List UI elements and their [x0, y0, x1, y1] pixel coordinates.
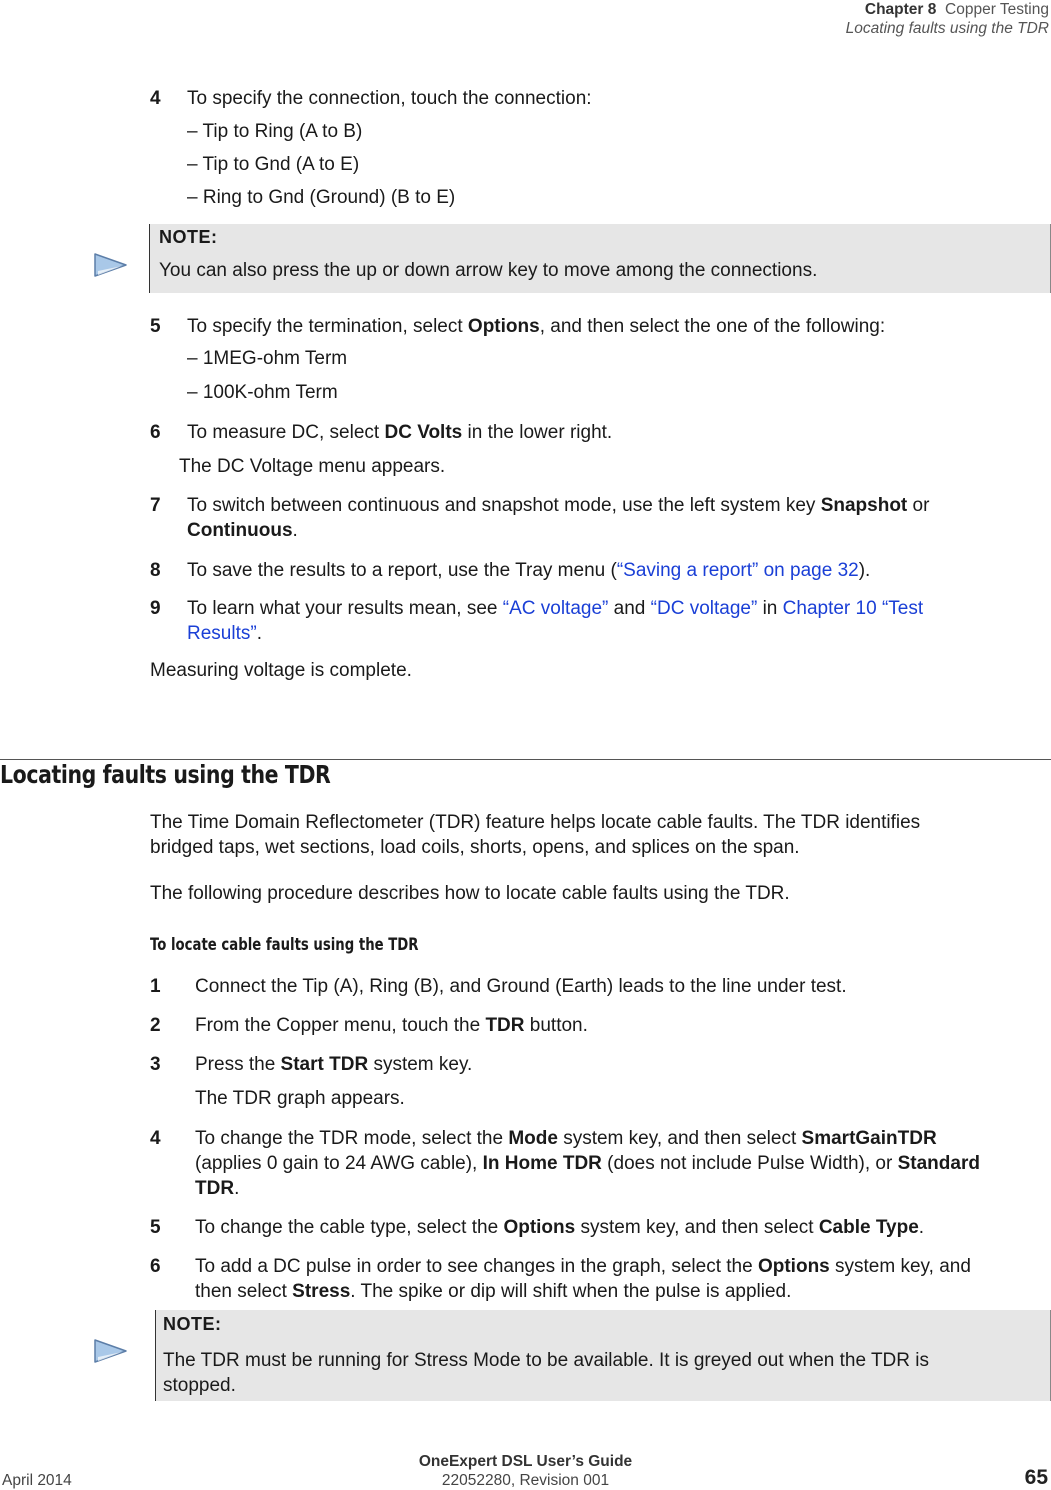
proc-step-4-line1: To change the TDR mode, select the Mode system key, and then select SmartGainTDR — [195, 1128, 937, 1149]
proc-step-1-number: 1 — [150, 976, 161, 997]
procedure-title: To locate cable faults using the TDR — [150, 935, 419, 955]
note-text-line1: The TDR must be running for Stress Mode to be available. It is greyed out when the TDR is — [163, 1350, 930, 1371]
step-6-text: To measure DC, select DC Volts in the lower right. — [187, 422, 613, 443]
proc-step-5-text: To change the cable type, select the Options system key, and then select Cable Type. — [195, 1217, 925, 1238]
intro-paragraph-line1: The Time Domain Reflectometer (TDR) feature helps locate cable faults. The TDR identifies — [150, 812, 921, 833]
note-title: NOTE: — [163, 1314, 222, 1334]
proc-step-6-line2: then select Stress. The spike or dip will shift when the pulse is applied. — [195, 1281, 792, 1302]
proc-step-3-text: Press the Start TDR system key. — [195, 1054, 473, 1075]
link-ac-voltage[interactable]: “AC voltage” — [502, 598, 609, 619]
intro-paragraph-2: The following procedure describes how to locate cable faults using the TDR. — [150, 883, 790, 904]
proc-step-2-number: 2 — [150, 1015, 161, 1036]
step-4-connection — [150, 86, 161, 111]
list-item-tip-to-gnd: – Tip to Gnd (A to E) — [187, 154, 360, 175]
step-9-line2: Results”. — [187, 623, 262, 644]
step-6-number: 6 — [150, 422, 161, 443]
step-4-text: To specify the connection, touch the connection: — [187, 88, 592, 109]
proc-step-4-line2: (applies 0 gain to 24 AWG cable), In Home TDR (does not include Pulse Width), or Standard — [195, 1153, 980, 1174]
note-text-line2: stopped. — [163, 1375, 236, 1396]
step-7-line1: To switch between continuous and snapshot mode, use the left system key Snapshot or — [187, 495, 930, 516]
step-number: 4 — [150, 88, 161, 109]
note-title: NOTE: — [159, 227, 218, 247]
proc-step-6-line1: To add a DC pulse in order to see changes in the graph, select the Options system key, and — [195, 1256, 971, 1277]
proc-step-4-number: 4 — [150, 1128, 161, 1149]
step-9-line1: To learn what your results mean, see “AC voltage” and “DC voltage” in Chapter 10 “Test — [187, 598, 924, 619]
link-test-results[interactable]: Results” — [187, 623, 257, 644]
list-item-1meg-term: – 1MEG-ohm Term — [187, 348, 348, 369]
proc-step-4-line3: TDR. — [195, 1178, 240, 1199]
proc-step-2-text: From the Copper menu, touch the TDR button. — [195, 1015, 588, 1036]
footer-date: April 2014 — [2, 1472, 72, 1489]
list-item-tip-to-ring: – Tip to Ring (A to B) — [187, 121, 363, 142]
header-chapter-label: Chapter 8 — [864, 1, 937, 18]
link-chapter-10[interactable]: Chapter 10 “Test — [782, 598, 924, 619]
step-7-number: 7 — [150, 495, 161, 516]
note-arrow-icon — [94, 1338, 128, 1364]
step-6-result: The DC Voltage menu appears. — [179, 456, 446, 477]
step-9-number: 9 — [150, 598, 161, 619]
intro-paragraph-line2: bridged taps, wet sections, load coils, shorts, opens, and splices on the span. — [150, 837, 800, 858]
header-section: Locating faults using the TDR — [845, 20, 1049, 37]
step-8-number: 8 — [150, 560, 161, 581]
page-number: 65 — [1024, 1466, 1048, 1489]
proc-step-1-text: Connect the Tip (A), Ring (B), and Ground (Earth) leads to the line under test. — [195, 976, 847, 997]
header-chapter-title: Copper Testing — [945, 1, 1049, 18]
footer-doc-number: 22052280, Revision 001 — [441, 1472, 610, 1489]
footer-guide-title: OneExpert DSL User’s Guide — [418, 1453, 633, 1470]
completion-text: Measuring voltage is complete. — [150, 660, 412, 681]
proc-step-5-number: 5 — [150, 1217, 161, 1238]
step-7-line2: Continuous. — [187, 520, 298, 541]
step-5-text: To specify the termination, select Options, and then select the one of the following: — [187, 316, 886, 337]
list-item-100k-term: – 100K-ohm Term — [187, 382, 338, 403]
list-item-ring-to-gnd: – Ring to Gnd (Ground) (B to E) — [187, 187, 456, 208]
step-8-text: To save the results to a report, use the Tray menu (“Saving a report” on page 32). — [187, 560, 871, 581]
link-dc-voltage[interactable]: “DC voltage” — [650, 598, 758, 619]
proc-step-3-result: The TDR graph appears. — [195, 1088, 405, 1109]
step-5-number: 5 — [150, 316, 161, 337]
running-header — [846, 0, 1049, 38]
note-text: You can also press the up or down arrow key to move among the connections. — [159, 260, 818, 281]
section-title: Locating faults using the TDR — [0, 760, 331, 789]
proc-step-3-number: 3 — [150, 1054, 161, 1075]
note-arrow-icon — [94, 252, 128, 278]
proc-step-6-number: 6 — [150, 1256, 161, 1277]
link-saving-report[interactable]: “Saving a report” on page 32 — [616, 560, 859, 581]
